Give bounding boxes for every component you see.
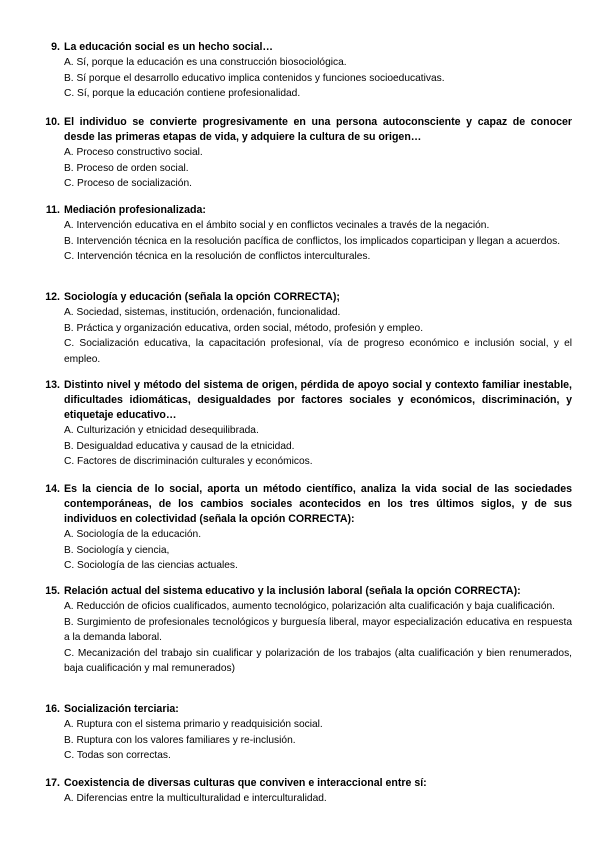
- option-b: B. Práctica y organización educativa, orden social, método, profesión y empleo.: [64, 322, 424, 334]
- question-number: 9.: [51, 41, 60, 53]
- option-list: [64, 218, 572, 265]
- option-b: B. Surgimiento de profesionales tecnológicos y burguesía liberal, mayor especialización educativa en respuesta a la demanda laboral.: [64, 616, 572, 643]
- option-b: B. Intervención técnica en la resolución pacífica de conflictos, los implicados coparticipan y llegan a acuerdos.: [64, 235, 561, 247]
- question-text: Mediación profesionalizada:: [64, 204, 206, 216]
- question-number: 14.: [45, 483, 60, 495]
- question-text: Relación actual del sistema educativo y la inclusión laboral (señala la opción CORRECTA):: [64, 585, 521, 597]
- question-text: Sociología y educación (señala la opción CORRECTA);: [64, 291, 340, 303]
- option-c: C. Proceso de socialización.: [64, 178, 192, 189]
- question-text: Socialización terciaria:: [64, 703, 179, 715]
- option-a: A. Proceso constructivo social.: [64, 147, 203, 158]
- option-b: B. Ruptura con los valores familiares y re-inclusión.: [64, 734, 296, 746]
- question-heading: [44, 290, 572, 305]
- option-b: B. Sociología y ciencia,: [64, 544, 170, 556]
- question-16: [44, 702, 572, 764]
- option-a: A. Sociedad, sistemas, institución, ordenación, funcionalidad.: [64, 307, 341, 318]
- option-c: C. Sociología de las ciencias actuales.: [64, 560, 238, 571]
- question-13: [44, 378, 572, 470]
- option-a: A. Sí, porque la educación es una construcción biosociológica.: [64, 57, 347, 68]
- question-heading: [44, 482, 572, 527]
- option-list: [64, 527, 572, 574]
- question-number: 16.: [45, 703, 60, 715]
- option-b: B. Desigualdad educativa y causad de la etnicidad.: [64, 440, 295, 452]
- option-a: A. Sociología de la educación.: [64, 529, 202, 540]
- option-list: [64, 717, 572, 764]
- question-number: 12.: [45, 291, 60, 303]
- question-heading: [44, 40, 572, 55]
- question-number: 17.: [45, 777, 60, 789]
- question-text: La educación social es un hecho social…: [64, 41, 273, 53]
- option-list: [64, 305, 572, 367]
- option-c: C. Sí, porque la educación contiene profesionalidad.: [64, 88, 301, 99]
- option-b: B. Proceso de orden social.: [64, 162, 189, 174]
- question-text: Coexistencia de diversas culturas que conviven e interaccional entre sí:: [64, 777, 427, 789]
- option-c: C. Mecanización del trabajo sin cualificar y polarización de los trabajos (alta cualificación y bien renumerados, baja cualificación y mal remunerados): [64, 647, 572, 674]
- question-10: [44, 115, 572, 192]
- option-c: C. Intervención técnica en la resolución de conflictos interculturales.: [64, 251, 371, 262]
- option-c: C. Socialización educativa, la capacitación profesional, vía de progreso económico e inclusión social, y el empleo.: [64, 338, 572, 365]
- option-a: A. Ruptura con el sistema primario y readquisición social.: [64, 719, 323, 730]
- question-number: 13.: [45, 379, 60, 391]
- question-number: 11.: [45, 204, 60, 216]
- question-heading: [44, 378, 572, 423]
- option-list: [64, 791, 572, 807]
- question-heading: [44, 776, 572, 791]
- option-a: A. Culturización y etnicidad desequilibrada.: [64, 425, 259, 436]
- question-14: [44, 482, 572, 574]
- option-b: B. Sí porque el desarrollo educativo implica contenidos y funciones socioeducativas.: [64, 72, 445, 84]
- option-a: A. Diferencias entre la multiculturalidad e interculturalidad.: [64, 793, 327, 804]
- question-heading: [44, 702, 572, 717]
- question-text: El individuo se convierte progresivamente en una persona autoconsciente y capaz de conocer desde las primeras etapas de vida, y adquiere la cultura de su origen…: [64, 116, 572, 143]
- option-c: C. Todas son correctas.: [64, 750, 171, 761]
- option-list: [64, 423, 572, 470]
- question-11: [44, 203, 572, 265]
- option-a: A. Reducción de oficios cualificados, aumento tecnológico, polarización alta cualificación y baja cualificación.: [64, 601, 555, 612]
- question-heading: [44, 584, 572, 599]
- option-list: [64, 55, 572, 102]
- question-15: [44, 584, 572, 677]
- question-text: Es la ciencia de lo social, aporta un método científico, analiza la vida social de las sociedades contemporáneas, de los cambios sociales acontecidos en los tres últimos siglos, y de sus individuos en colectividad (señala la opción CORRECTA):: [64, 483, 572, 525]
- option-c: C. Factores de discriminación culturales y económicos.: [64, 456, 313, 467]
- question-text: Distinto nivel y método del sistema de origen, pérdida de apoyo social y contexto familiar inestable, dificultades idiomáticas, desigualdades por factores sociales y económicos, discriminación, y etiquetaje educativo…: [64, 379, 572, 421]
- question-17: [44, 776, 572, 807]
- question-number: 10.: [45, 116, 60, 128]
- question-9: [44, 40, 572, 102]
- question-12: [44, 290, 572, 367]
- question-number: 15.: [45, 585, 60, 597]
- question-heading: [44, 203, 572, 218]
- option-a: A. Intervención educativa en el ámbito social y en conflictos vecinales a través de la negación.: [64, 220, 490, 231]
- option-list: [64, 145, 572, 192]
- question-heading: [44, 115, 572, 145]
- option-list: [64, 599, 572, 677]
